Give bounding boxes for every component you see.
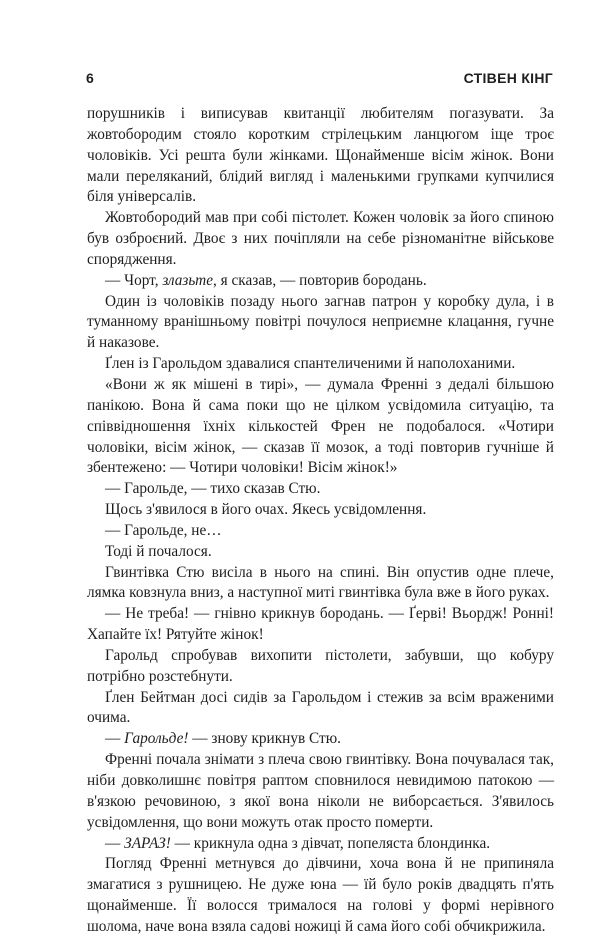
paragraph: «Вони ж як мішені в тирі», — думала Френні з дедалі більшою панікою. Вона й сама поки що не цілком усвідомила ситуацію, та співвідношення їхніх кількостей Френ не подобалося. «Чотири чоловіки, вісім жінок, — сказав її мозок, а тоді повторив гучніше й збентежено: — Чотири чоловіки! Вісім жінок!» bbox=[87, 375, 554, 477]
paragraph: — Гарольде! — знову крикнув Стю. bbox=[105, 730, 341, 748]
paragraph: — ЗАРАЗ! — крикнула одна з дівчат, попеляста блондинка. bbox=[105, 834, 491, 852]
book-text bbox=[87, 104, 554, 938]
running-head-author: СТІВЕН КІНГ bbox=[463, 70, 553, 86]
paragraph: Жовтобородий мав при собі пістолет. Кожен чоловік за його спиною був озброєний. Двоє з них почіпляли на себе різноманітне військове спорядження. bbox=[87, 209, 554, 268]
paragraph: Френні почала знімати з плеча свою гвинтівку. Вона почувалася так, ніби довколишнє повітря раптом сповнилося невидимою патокою — в'язкою речовиною, з якої вона ніколи не виборсається. З'явилось усвідомлення, що вони можуть отак просто померти. bbox=[87, 751, 554, 831]
paragraph: — Гарольде, — тихо сказав Стю. bbox=[105, 480, 321, 498]
page-number: 6 bbox=[86, 70, 95, 86]
page-header bbox=[86, 70, 553, 90]
paragraph: — Не треба! — гнівно крикнув бородань. — Ґерві! Вьордж! Ронні! Хапайте їх! Рятуйте жінок! bbox=[87, 605, 554, 644]
paragraph: порушників і виписував квитанції любителям погазувати. За жовтобородим стояло коротким стрілецьким ланцюгом іще троє чоловіків. Усі решта були жінками. Щонайменше вісім жінок. Вони мали переляканий, блідий вигляд і маленькими групками купчилися біля універсалів. bbox=[87, 105, 554, 206]
paragraph: Один із чоловіків позаду нього загнав патрон у коробку дула, і в туманному вранішньому повітрі почулося неприємне клацання, гучне й наказове. bbox=[87, 292, 554, 352]
paragraph: — Чорт, злазьте, я сказав, — повторив бородань. bbox=[105, 271, 427, 289]
paragraph: Тоді й почалося. bbox=[105, 542, 212, 560]
paragraph: Щось з'явилося в його очах. Якесь усвідомлення. bbox=[105, 501, 427, 519]
paragraph: Ґлен із Гарольдом здавалися спантеличеними й наполоханими. bbox=[105, 355, 516, 373]
paragraph: Гарольд спробував вихопити пістолети, забувши, що кобуру потрібно розстебнути. bbox=[87, 646, 554, 685]
paragraph: Погляд Френні метнувся до дівчини, хоча вона й не припиняла змагатися з рушницею. Не дуже юна — їй було років двадцять п'ять щонайменше. Її волосся трималося на голові у формі нерівного шолома, наче вона взяла садові ножиці й сама його собі обчикрижила. bbox=[87, 855, 554, 935]
paragraph: — Гарольде, не… bbox=[105, 521, 222, 539]
paragraph: Ґлен Бейтман досі сидів за Гарольдом і стежив за всім враженими очима. bbox=[87, 688, 554, 727]
paragraph: Гвинтівка Стю висіла в нього на спині. Він опустив одне плече, лямка ковзнула вниз, а наступної миті гвинтівка була вже в його руках. bbox=[87, 563, 554, 602]
